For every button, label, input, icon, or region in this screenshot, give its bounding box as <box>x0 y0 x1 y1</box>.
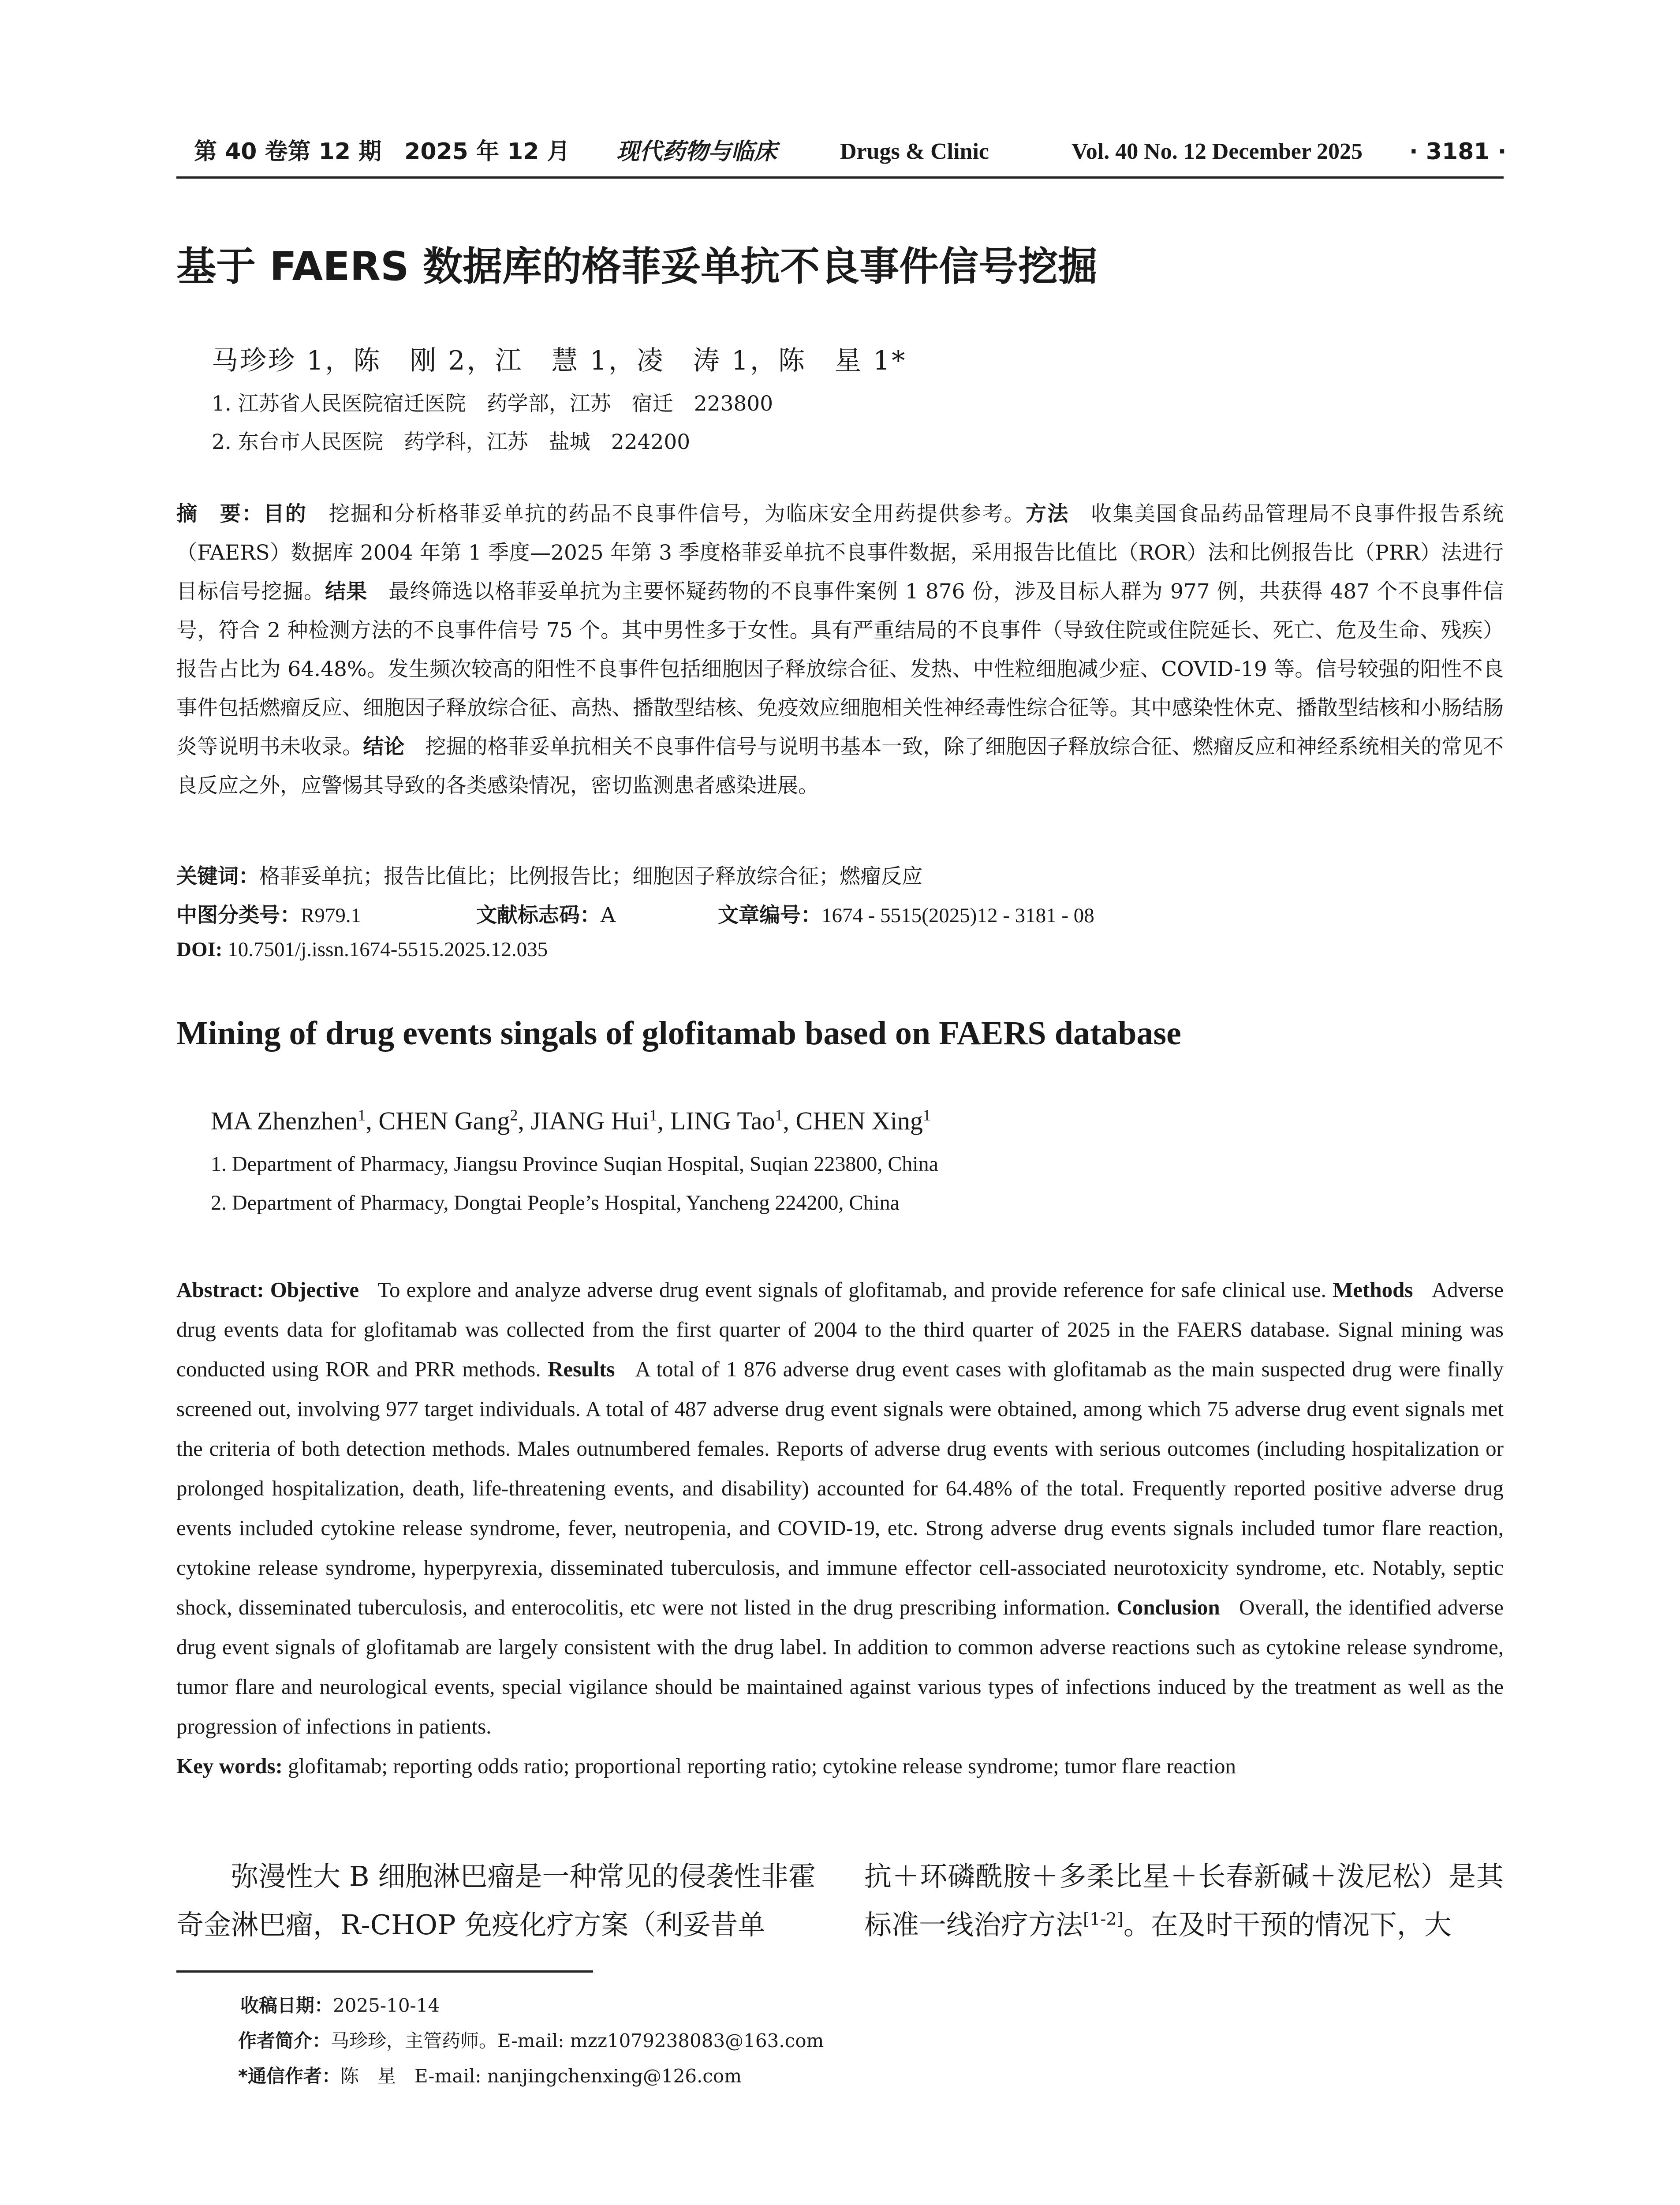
doi-label: DOI: <box>176 938 223 961</box>
abstract-cn-label: 摘 要： <box>176 502 264 526</box>
keywords-cn <box>176 860 922 889</box>
article-number-value: 1674 - 5515(2025)12 - 3181 - 08 <box>821 904 1094 927</box>
abstract-en <box>176 1270 1504 1786</box>
doc-code-value: A <box>601 903 616 927</box>
results-en-label: Results <box>547 1357 615 1381</box>
body-right-text-b: 。在及时干预的情况下，大 <box>1123 1909 1452 1941</box>
classification-line <box>176 899 361 928</box>
affiliation-cn-2: 2. 东台市人民医院 药学科，江苏 盐城 224200 <box>212 430 691 454</box>
affiliation-cn-1: 1. 江苏省人民医院宿迁医院 药学部，江苏 宿迁 223800 <box>212 392 773 416</box>
keywords-cn-text: 格菲妥单抗；报告比值比；比例报告比；细胞因子释放综合征；燃瘤反应 <box>259 864 922 889</box>
corresponding-author: 陈 星 E-mail: nanjingchenxing@126.com <box>340 2065 742 2087</box>
paper-title-cn: 基于 FAERS 数据库的格菲妥单抗不良事件信号挖掘 <box>176 243 1098 290</box>
doi-value: 10.7501/j.issn.1674-5515.2025.12.035 <box>228 938 548 961</box>
footnote-author-bio <box>238 2026 824 2053</box>
header-journal-en: Drugs & Clinic <box>840 139 989 164</box>
conclusion-en: Overall, the identified adverse drug event signals of glofitamab are largely consistent with the drug label. In addition to common adverse reactions such as cytokine release syndrome, tumor flare and neurological events, special vigilance should be maintained against various types of infections induced by the treatment as well as the progression of infections in patients. <box>176 1595 1504 1738</box>
received-date: 2025-10-14 <box>333 1995 440 2016</box>
methods-en: Adverse drug events data for glofitamab was collected from the first quarter of 2004 to the third quarter of 2025 in the FAERS database. Signal mining was conducted using ROR and PRR methods. <box>176 1278 1504 1381</box>
affiliation-en-2: 2. Department of Pharmacy, Dongtai People’s Hospital, Yancheng 224200, China <box>211 1191 900 1215</box>
objective-cn-label: 目的 <box>263 502 307 526</box>
keywords-en: glofitamab; reporting odds ratio; proportional reporting ratio; cytokine release syndrome; tumor flare reaction <box>288 1754 1236 1778</box>
affiliation-en-1: 1. Department of Pharmacy, Jiangsu Province Suqian Hospital, Suqian 223800, China <box>211 1152 938 1176</box>
methods-cn: 收集美国食品药品管理局不良事件报告系统（FAERS）数据库 2004 年第 1 季度—2025 年第 3 季度格菲妥单抗不良事件数据，采用报告比值比（ROR）法和比例报告比（PRR）法进行目标信号挖掘。 <box>176 502 1504 604</box>
body-column-left: 弥漫性大 B 细胞淋巴瘤是一种常见的侵袭性非霍奇金淋巴瘤，R-CHOP 免疫化疗方案（利妥昔单 <box>176 1860 816 1941</box>
objective-en: To explore and analyze adverse drug event signals of glofitamab, and provide reference for safe clinical use. <box>377 1278 1326 1302</box>
header-page-number: · 3181 · <box>1409 138 1507 165</box>
footnote-corresponding <box>238 2062 742 2088</box>
results-en: A total of 1 876 adverse drug event cases with glofitamab as the main suspected drug were finally screened out, involving 977 target individuals. A total of 487 adverse drug event signals were obtained, among which 75 adverse drug event signals met the criteria of both detection methods. Males outnumbered females. Reports of adverse drug events with serious outcomes (including hospitalization or prolonged hospitalization, death, life-threatening events, and disability) accounted for 64.48% of the total. Frequently reported positive adverse drug events included cytokine release syndrome, fever, neutropenia, and COVID-19, etc. Strong adverse drug events signals included tumor flare reaction, cytokine release syndrome, hyperpyrexia, disseminated tuberculosis, and immune effector cell-associated neurotoxicity syndrome, etc. Notably, septic shock, disseminated tuberculosis, and enterocolitis, etc were not listed in the drug prescribing information. <box>176 1357 1504 1619</box>
abstract-en-label: Abstract: <box>176 1278 264 1302</box>
clc-value: R979.1 <box>301 904 362 927</box>
document-code <box>476 899 616 928</box>
conclusion-cn-label: 结论 <box>363 735 405 759</box>
objective-en-label: Objective <box>270 1278 359 1302</box>
header-volume-en: Vol. 40 No. 12 December 2025 <box>1071 139 1363 164</box>
clc-label: 中图分类号： <box>176 903 301 927</box>
corresponding-label: *通信作者： <box>238 2065 340 2087</box>
footnote-rule <box>176 1970 593 1973</box>
received-label: 收稿日期： <box>240 1995 333 2016</box>
header-volume-cn: 第 40 卷第 12 期 2025 年 12 月 <box>194 138 570 165</box>
authors-cn: 马珍珍 1，陈 刚 2，江 慧 1，凌 涛 1，陈 星 1* <box>212 345 907 376</box>
footnote-received <box>240 1991 440 2018</box>
header-rule <box>176 176 1504 179</box>
results-cn-label: 结果 <box>325 579 368 604</box>
author-bio-label: 作者简介： <box>238 2030 331 2052</box>
results-cn: 最终筛选以格菲妥单抗为主要怀疑药物的不良事件案例 1 876 份，涉及目标人群为 977 例，共获得 487 个不良事件信号，符合 2 种检测方法的不良事件信号 75 个。其中男性多于女性。具有严重结局的不良事件（导致住院或住院延长、死亡、危及生命、残疾）报告占比为 64.48%。发生频次较高的阳性不良事件包括细胞因子释放综合征、发热、中性粒细胞减少症、COVID-19 等。信号较强的阳性不良事件包括燃瘤反应、细胞因子释放综合征、高热、播散型结核、免疫效应细胞相关性神经毒性综合征等。其中感染性休克、播散型结核和小肠结肠炎等说明书未收录。 <box>176 579 1504 759</box>
methods-en-label: Methods <box>1333 1278 1413 1302</box>
authors-en: MA Zhenzhen$^1$, CHEN Gang$^2$, JIANG Hui$^1$, LING Tao$^1$, CHEN Xing$^1$ <box>211 1106 931 1135</box>
paper-title-en: Mining of drug events singals of glofitamab based on FAERS database <box>176 1015 1181 1052</box>
article-number <box>718 899 1094 928</box>
conclusion-en-label: Conclusion <box>1116 1595 1220 1619</box>
conclusion-cn: 挖掘的格菲妥单抗相关不良事件信号与说明书基本一致，除了细胞因子释放综合征、燃瘤反应和神经系统相关的常见不良反应之外，应警惕其导致的各类感染情况，密切监测患者感染进展。 <box>176 735 1504 798</box>
objective-cn: 挖掘和分析格菲妥单抗的药品不良事件信号，为临床安全用药提供参考。 <box>329 502 1026 526</box>
methods-cn-label: 方法 <box>1025 502 1069 526</box>
article-number-label: 文章编号： <box>718 903 821 927</box>
author-bio: 马珍珍，主管药师。E-mail: mzz1079238083@163.com <box>331 2030 824 2052</box>
body-column-right <box>864 1852 1504 1949</box>
doc-code-label: 文献标志码： <box>476 903 601 927</box>
abstract-cn <box>176 495 1504 805</box>
doi-line <box>176 938 548 961</box>
keywords-en-label: Key words: <box>176 1754 283 1778</box>
body-right-text-a: 抗＋环磷酰胺＋多柔比星＋长春新碱＋泼尼松）是其标准一线治疗方法 <box>864 1860 1504 1941</box>
keywords-cn-label: 关键词： <box>176 864 259 889</box>
header-journal-cn: 现代药物与临床 <box>616 138 777 165</box>
citation-ref: [1-2] <box>1083 1909 1124 1929</box>
